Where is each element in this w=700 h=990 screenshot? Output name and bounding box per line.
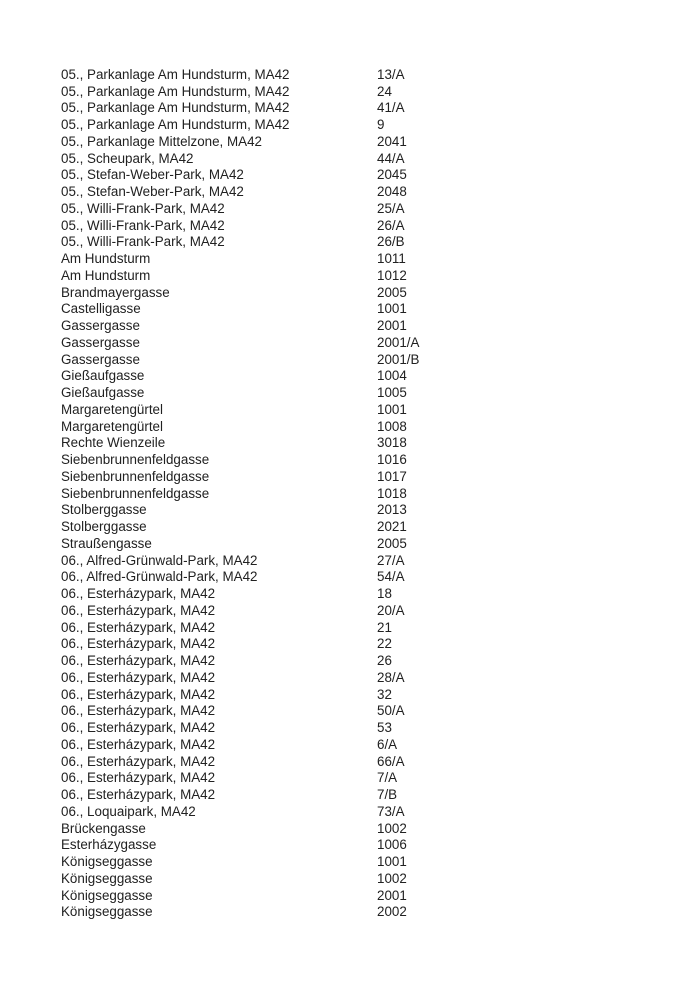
location-id: 9 [377, 117, 385, 133]
location-id: 18 [377, 586, 392, 602]
list-row [61, 83, 621, 100]
list-row [61, 669, 621, 686]
location-name: 05., Parkanlage Am Hundsturm, MA42 [61, 83, 290, 99]
location-id: 2045 [377, 167, 407, 183]
list-row [61, 435, 621, 452]
list-row [61, 401, 621, 418]
location-id: 1005 [377, 385, 407, 401]
location-id: 1004 [377, 368, 407, 384]
list-row [61, 133, 621, 150]
location-name: Margaretengürtel [61, 401, 163, 417]
list-row [61, 167, 621, 184]
location-id: 66/A [377, 753, 405, 769]
location-name: 06., Esterházypark, MA42 [61, 602, 216, 618]
location-name: Gießaufgasse [61, 385, 145, 401]
list-row [61, 66, 621, 83]
location-name: 06., Esterházypark, MA42 [61, 686, 216, 702]
location-id: 27/A [377, 552, 405, 568]
location-name: 06., Esterházypark, MA42 [61, 753, 216, 769]
location-name: Margaretengürtel [61, 418, 163, 434]
list-row [61, 636, 621, 653]
location-name: 06., Esterházypark, MA42 [61, 636, 216, 652]
list-row [61, 518, 621, 535]
list-row [61, 384, 621, 401]
location-name: Am Hundsturm [61, 251, 151, 267]
location-id: 20/A [377, 602, 405, 618]
location-name: 06., Esterházypark, MA42 [61, 787, 216, 803]
location-name: 06., Alfred-Grünwald-Park, MA42 [61, 552, 258, 568]
location-id: 1001 [377, 854, 407, 870]
location-id: 7/A [377, 770, 398, 786]
location-id: 1012 [377, 267, 407, 283]
location-id: 2005 [377, 284, 407, 300]
list-row [61, 569, 621, 586]
list-row [61, 585, 621, 602]
list-row [61, 853, 621, 870]
location-name: Siebenbrunnenfeldgasse [61, 468, 210, 484]
location-name: 05., Stefan-Weber-Park, MA42 [61, 167, 244, 183]
location-id: 7/B [377, 787, 398, 803]
location-name: 06., Esterházypark, MA42 [61, 653, 216, 669]
list-row [61, 870, 621, 887]
location-id: 2001/A [377, 334, 420, 350]
list-row [61, 418, 621, 435]
list-row [61, 468, 621, 485]
list-row [61, 250, 621, 267]
location-name: 06., Alfred-Grünwald-Park, MA42 [61, 569, 258, 585]
list-row [61, 217, 621, 234]
location-name: 05., Parkanlage Mittelzone, MA42 [61, 133, 262, 149]
location-id: 44/A [377, 150, 405, 166]
location-name: 06., Esterházypark, MA42 [61, 703, 216, 719]
list-row [61, 267, 621, 284]
location-id: 32 [377, 686, 392, 702]
location-id: 1002 [377, 820, 407, 836]
location-name: 05., Willi-Frank-Park, MA42 [61, 217, 225, 233]
location-name: 05., Stefan-Weber-Park, MA42 [61, 184, 244, 200]
location-id: 22 [377, 636, 392, 652]
list-row [61, 234, 621, 251]
location-id: 24 [377, 83, 392, 99]
location-list [61, 66, 621, 920]
location-id: 1018 [377, 485, 407, 501]
location-id: 26/B [377, 234, 405, 250]
list-row [61, 451, 621, 468]
list-row [61, 334, 621, 351]
list-row [61, 485, 621, 502]
list-row [61, 502, 621, 519]
list-row [61, 887, 621, 904]
list-row [61, 786, 621, 803]
location-name: 06., Esterházypark, MA42 [61, 669, 216, 685]
location-name: Stolberggasse [61, 519, 147, 535]
location-name: 05., Willi-Frank-Park, MA42 [61, 200, 225, 216]
location-name: 06., Esterházypark, MA42 [61, 770, 216, 786]
location-name: Siebenbrunnenfeldgasse [61, 452, 210, 468]
list-row [61, 301, 621, 318]
list-row [61, 200, 621, 217]
location-id: 1001 [377, 401, 407, 417]
location-name: Castelligasse [61, 301, 141, 317]
list-row [61, 351, 621, 368]
location-id: 26/A [377, 217, 405, 233]
location-name: 06., Loquaipark, MA42 [61, 803, 196, 819]
list-row [61, 703, 621, 720]
location-id: 1002 [377, 870, 407, 886]
location-name: 06., Esterházypark, MA42 [61, 720, 216, 736]
location-name: Gießaufgasse [61, 368, 145, 384]
location-id: 3018 [377, 435, 407, 451]
list-row [61, 719, 621, 736]
location-id: 41/A [377, 100, 405, 116]
list-row [61, 368, 621, 385]
location-name: Königseggasse [61, 904, 153, 920]
list-row [61, 552, 621, 569]
location-name: 06., Esterházypark, MA42 [61, 736, 216, 752]
list-row [61, 820, 621, 837]
location-name: Brandmayergasse [61, 284, 170, 300]
location-name: 05., Scheupark, MA42 [61, 150, 194, 166]
location-id: 2001/B [377, 351, 420, 367]
location-id: 25/A [377, 200, 405, 216]
location-name: Gassergasse [61, 334, 140, 350]
list-row [61, 652, 621, 669]
location-name: Siebenbrunnenfeldgasse [61, 485, 210, 501]
location-name: Stolberggasse [61, 502, 147, 518]
location-id: 1006 [377, 837, 407, 853]
location-name: 05., Parkanlage Am Hundsturm, MA42 [61, 117, 290, 133]
location-id: 2001 [377, 318, 407, 334]
location-id: 2002 [377, 904, 407, 920]
location-name: Brückengasse [61, 820, 146, 836]
location-id: 28/A [377, 669, 405, 685]
location-name: Gassergasse [61, 318, 140, 334]
location-name: 05., Willi-Frank-Park, MA42 [61, 234, 225, 250]
list-row [61, 736, 621, 753]
location-id: 1011 [377, 251, 406, 267]
location-id: 2001 [377, 887, 407, 903]
location-id: 1017 [377, 468, 407, 484]
location-id: 26 [377, 653, 392, 669]
location-id: 1001 [377, 301, 407, 317]
list-row [61, 803, 621, 820]
location-id: 54/A [377, 569, 405, 585]
location-name: Königseggasse [61, 854, 153, 870]
location-id: 2041 [377, 133, 407, 149]
list-row [61, 602, 621, 619]
location-id: 1016 [377, 452, 407, 468]
list-row [61, 183, 621, 200]
location-id: 73/A [377, 803, 405, 819]
location-id: 1008 [377, 418, 407, 434]
location-name: 05., Parkanlage Am Hundsturm, MA42 [61, 100, 290, 116]
list-row [61, 753, 621, 770]
list-row [61, 284, 621, 301]
location-id: 2005 [377, 535, 407, 551]
location-name: 06., Esterházypark, MA42 [61, 586, 216, 602]
location-name: Rechte Wienzeile [61, 435, 166, 451]
location-name: Esterházygasse [61, 837, 157, 853]
list-row [61, 116, 621, 133]
list-row [61, 686, 621, 703]
location-id: 50/A [377, 703, 405, 719]
list-row [61, 535, 621, 552]
location-id: 53 [377, 720, 392, 736]
list-row [61, 904, 621, 921]
location-id: 2048 [377, 184, 407, 200]
list-row [61, 150, 621, 167]
list-row [61, 619, 621, 636]
location-name: Königseggasse [61, 887, 153, 903]
location-id: 21 [377, 619, 392, 635]
location-id: 13/A [377, 66, 405, 82]
list-row [61, 770, 621, 787]
location-name: Straußengasse [61, 535, 152, 551]
list-row [61, 317, 621, 334]
location-id: 2021 [377, 519, 407, 535]
location-id: 6/A [377, 736, 398, 752]
location-name: Gassergasse [61, 351, 140, 367]
location-name: 06., Esterházypark, MA42 [61, 619, 216, 635]
list-row [61, 100, 621, 117]
list-row [61, 837, 621, 854]
location-id: 2013 [377, 502, 407, 518]
location-name: 05., Parkanlage Am Hundsturm, MA42 [61, 66, 290, 82]
location-name: Königseggasse [61, 870, 153, 886]
location-name: Am Hundsturm [61, 267, 151, 283]
